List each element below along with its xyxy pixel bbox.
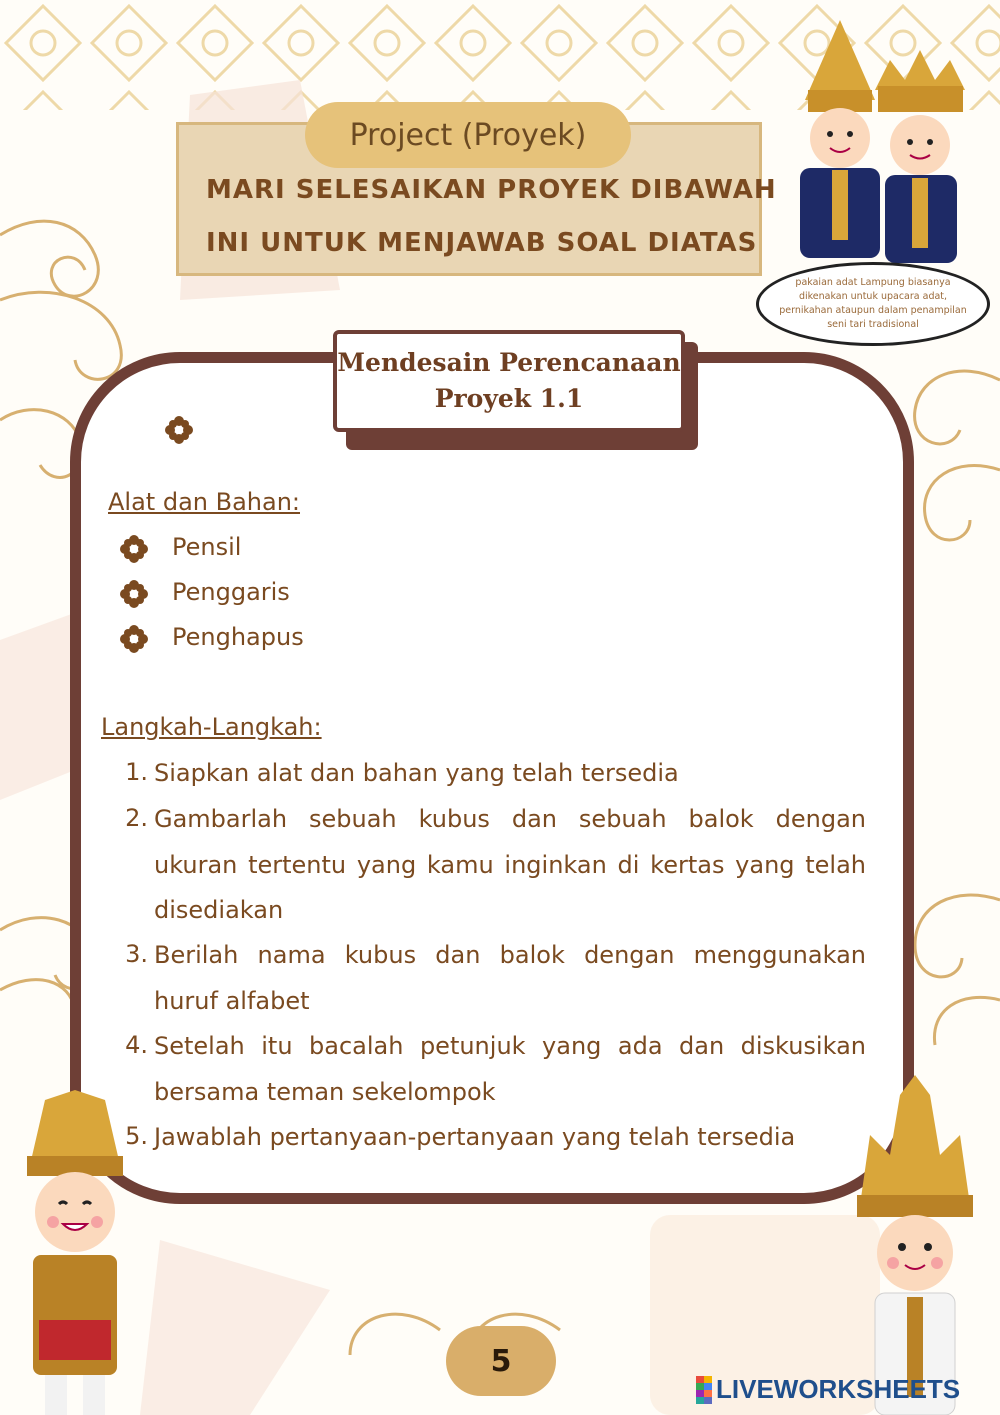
speech-bubble — [756, 262, 990, 346]
step-text: Siapkan alat dan bahan yang telah tersedia — [154, 759, 679, 787]
header-line-1: MARI SELESAIKAN PROYEK DIBAWAH — [206, 175, 777, 205]
speech-bubble-text: pakaian adat Lampung biasanya dikenakan untuk upacara adat, pernikahan ataupun dalam penampilan seni tari tradisional — [779, 277, 967, 330]
page-number — [446, 1326, 556, 1396]
lampung-couple-illustration — [780, 20, 980, 265]
header-pill — [305, 102, 631, 168]
step-text: Berilah nama kubus dan balok dengan menggunakan huruf alfabet — [154, 941, 866, 1015]
step-number: 4. — [125, 1031, 148, 1059]
lampung-man-illustration — [15, 1090, 135, 1415]
step-number: 3. — [125, 940, 148, 968]
step-number: 2. — [125, 804, 148, 832]
lampung-woman-illustration — [845, 1075, 985, 1415]
flower-bullet-icon — [120, 535, 148, 563]
tools-heading: Alat dan Bahan: — [108, 488, 300, 516]
liveworksheets-label: LIVEWORKSHEETS — [716, 1374, 961, 1404]
step-text: Jawablah pertanyaan-pertanyaan yang telah tersedia — [154, 1123, 796, 1151]
step-number: 1. — [125, 758, 148, 786]
step-text: Setelah itu bacalah petunjuk yang ada dan diskusikan bersama teman sekelompok — [154, 1032, 866, 1106]
liveworksheets-logo-icon — [696, 1376, 712, 1404]
flower-bullet-icon — [120, 625, 148, 653]
card-tab-line-2: Proyek 1.1 — [434, 384, 584, 413]
steps-heading: Langkah-Langkah: — [101, 713, 322, 741]
flower-bullet-icon — [120, 580, 148, 608]
tool-item: Penggaris — [172, 578, 290, 606]
header-pill-label: Project (Proyek) — [349, 117, 587, 153]
flower-icon — [165, 416, 193, 444]
liveworksheets-watermark[interactable] — [696, 1374, 960, 1405]
tool-item: Penghapus — [172, 623, 304, 651]
step-number: 5. — [125, 1122, 148, 1150]
tool-item: Pensil — [172, 533, 242, 561]
card-tab — [333, 330, 685, 432]
step-text: Gambarlah sebuah kubus dan sebuah balok dengan ukuran tertentu yang kamu inginkan di kertas yang telah disediakan — [154, 805, 866, 924]
page-number-label: 5 — [490, 1343, 512, 1379]
header-line-2: INI UNTUK MENJAWAB SOAL DIATAS — [206, 228, 758, 258]
card-tab-line-1: Mendesain Perencanaan — [337, 348, 681, 377]
